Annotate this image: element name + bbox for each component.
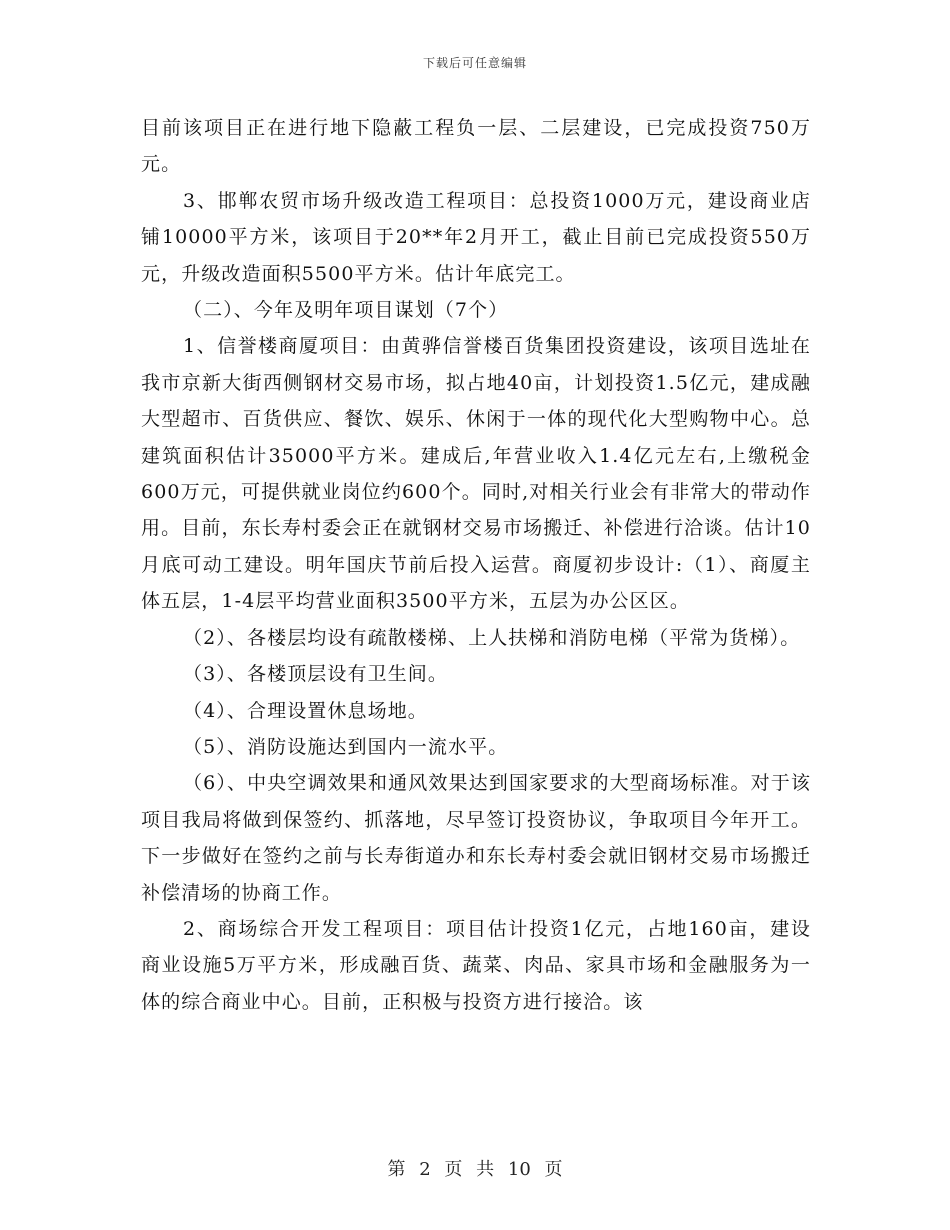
page-footer xyxy=(0,1155,950,1181)
footer-total-label: 共 xyxy=(476,1159,495,1180)
paragraph-9: （6）、中央空调效果和通风效果达到国家要求的大型商场标准。对于该项目我局将做到保签约、抓落地，尽早签订投资协议，争取项目今年开工。下一步做好在签约之前与长寿街道办和东长寿村委会就旧钢材交易市场搬迁补偿清场的协商工作。 xyxy=(141,772,811,904)
paragraph-5: （2）、各楼层均设有疏散楼梯、上人扶梯和消防电梯（平常为货梯）。 xyxy=(183,626,801,649)
footer-page-label: 第 xyxy=(387,1159,406,1180)
page-header: 下载后可任意编辑 xyxy=(422,56,527,70)
footer-total-pages: 10 xyxy=(507,1159,531,1180)
paragraph-10: 2、商场综合开发工程项目：项目估计投资1亿元，占地160亩，建设商业设施5万平方米，形成融百货、蔬菜、肉品、家具市场和金融服务为一体的综合商业中心。目前，正积极与投资方进行接洽。该 xyxy=(141,917,811,1013)
section-heading: （二）、今年及明年项目谋划（7个） xyxy=(183,299,509,322)
footer-page-number: 2 xyxy=(419,1159,431,1180)
paragraph-7: （4）、合理设置休息场地。 xyxy=(183,699,428,722)
paragraph-6: （3）、各楼顶层设有卫生间。 xyxy=(183,663,448,686)
paragraph-4: 1、信誉楼商厦项目：由黄骅信誉楼百货集团投资建设，该项目选址在我市京新大街西侧钢材交易市场，拟占地40亩，计划投资1.5亿元，建成融大型超市、百货供应、餐饮、娱乐、休闲于一体的现代化大型购物中心。总建筑面积估计35000平方米。建成后,年营业收入1.4亿元左右,上缴税金600万元，可提供就业岗位约600个。同时,对相关行业会有非常大的带动作用。目前，东长寿村委会正在就钢材交易市场搬迁、补偿进行洽谈。估计10月底可动工建设。明年国庆节前后投入运营。商厦初步设计:（1）、商厦主体五层，1-4层平均营业面积3500平方米，五层为办公区区。 xyxy=(141,335,811,613)
paragraph-2: 3、邯郸农贸市场升级改造工程项目：总投资1000万元，建设商业店铺10000平方米，该项目于20**年2月开工，截止目前已完成投资550万元，升级改造面积5500平方米。估计年底完工。 xyxy=(141,189,811,285)
paragraph-8: （5）、消防设施达到国内一流水平。 xyxy=(183,735,509,758)
document-body xyxy=(141,110,811,1020)
footer-page-unit: 页 xyxy=(444,1159,463,1180)
footer-total-unit: 页 xyxy=(544,1159,563,1180)
paragraph-1: 目前该项目正在进行地下隐蔽工程负一层、二层建设，已完成投资750万元。 xyxy=(141,117,811,176)
